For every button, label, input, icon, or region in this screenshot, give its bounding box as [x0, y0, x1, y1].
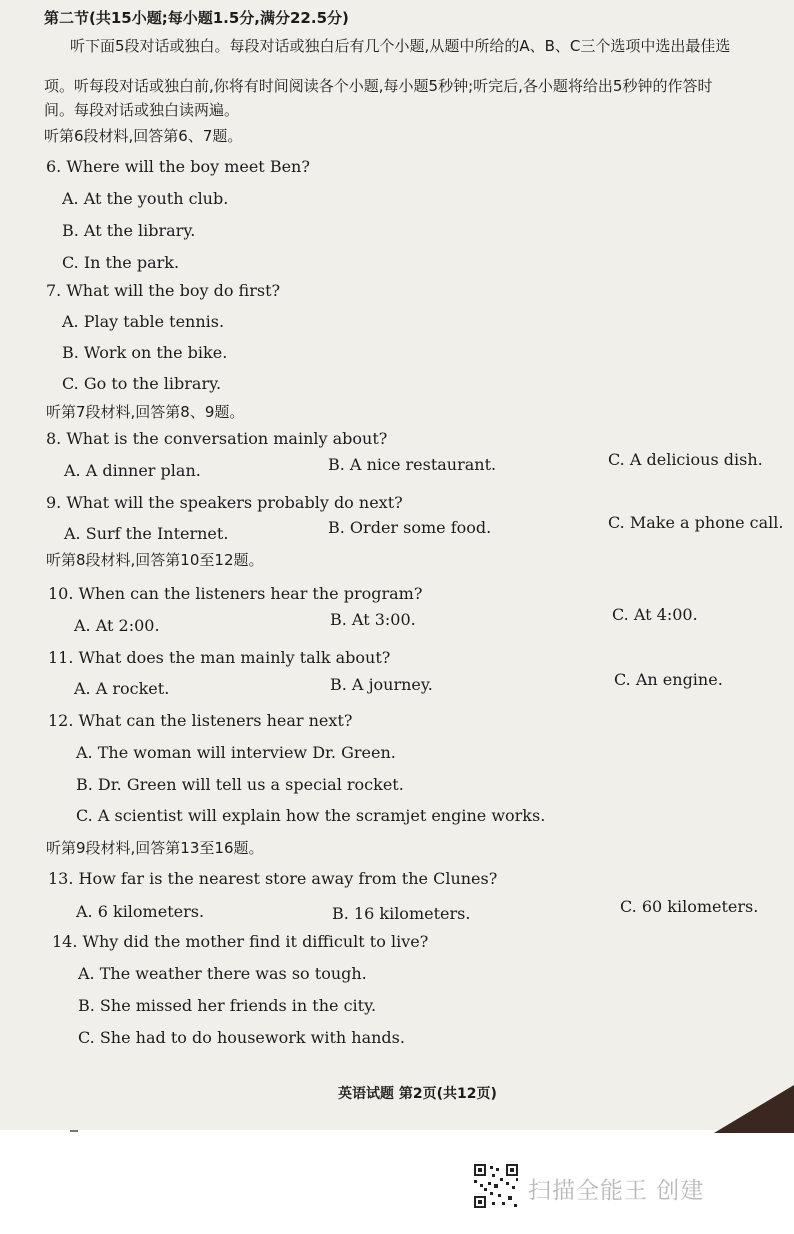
question-stem: 8. What is the conversation mainly about?	[46, 429, 388, 448]
qr-code-icon	[472, 1162, 520, 1210]
option-a: A. At the youth club.	[62, 189, 229, 208]
option-a: A. Play table tennis.	[62, 312, 225, 331]
question-stem: 14. Why did the mother find it difficult to live?	[52, 932, 429, 951]
option-c: C. Make a phone call.	[608, 513, 784, 532]
option-b: B. At the library.	[62, 221, 196, 240]
group-intro: 听第7段材料,回答第8、9题。	[46, 403, 245, 421]
option-b: B. A journey.	[330, 675, 433, 694]
question-stem: 10. When can the listeners hear the program?	[48, 584, 423, 603]
option-b: B. She missed her friends in the city.	[78, 996, 377, 1015]
option-b: B. Work on the bike.	[62, 343, 228, 362]
option-b: B. At 3:00.	[330, 610, 416, 629]
page-shadow	[714, 1085, 794, 1133]
option-c: C. At 4:00.	[612, 605, 698, 624]
watermark-text: 扫描全能王 创建	[528, 1178, 705, 1204]
option-c: C. 60 kilometers.	[620, 897, 759, 916]
question-stem: 9. What will the speakers probably do next?	[46, 493, 403, 512]
option-c: C. A delicious dish.	[608, 450, 763, 469]
page-footer: 英语试题 第2页(共12页)	[338, 1086, 497, 1102]
option-b: B. 16 kilometers.	[332, 904, 471, 923]
section-header: 第二节(共15小题;每小题1.5分,满分22.5分)	[44, 9, 349, 27]
question-stem: 12. What can the listeners hear next?	[48, 711, 353, 730]
option-a: A. A rocket.	[74, 679, 170, 698]
group-intro: 听第9段材料,回答第13至16题。	[46, 839, 264, 857]
option-c: C. In the park.	[62, 253, 180, 272]
question-stem: 13. How far is the nearest store away from the Clunes?	[48, 869, 498, 888]
instruction-line-2: 项。听每段对话或独白前,你将有时间阅读各个小题,每小题5秒钟;听完后,各小题将给出5秒钟的作答时	[44, 77, 713, 95]
divider	[70, 1130, 78, 1132]
option-a: A. At 2:00.	[74, 616, 160, 635]
option-b: B. Order some food.	[328, 518, 492, 537]
option-c: C. She had to do housework with hands.	[78, 1028, 405, 1047]
question-stem: 6. Where will the boy meet Ben?	[46, 157, 310, 176]
option-a: A. 6 kilometers.	[76, 902, 205, 921]
group-intro: 听第8段材料,回答第10至12题。	[46, 551, 264, 569]
option-a: A. A dinner plan.	[64, 461, 201, 480]
instruction-line-3: 间。每段对话或独白读两遍。	[44, 101, 240, 119]
option-c: C. Go to the library.	[62, 374, 222, 393]
option-b: B. A nice restaurant.	[328, 455, 497, 474]
option-a: A. The woman will interview Dr. Green.	[76, 743, 396, 762]
group-intro: 听第6段材料,回答第6、7题。	[44, 127, 243, 145]
option-c: C. A scientist will explain how the scramjet engine works.	[76, 806, 546, 825]
instruction-line-1: 听下面5段对话或独白。每段对话或独白后有几个小题,从题中所给的A、B、C三个选项中选出最佳选	[70, 37, 731, 55]
option-a: A. Surf the Internet.	[64, 524, 229, 543]
question-stem: 7. What will the boy do first?	[46, 281, 281, 300]
scanner-watermark	[472, 1162, 732, 1212]
question-stem: 11. What does the man mainly talk about?	[48, 648, 391, 667]
option-b: B. Dr. Green will tell us a special rocket.	[76, 775, 404, 794]
option-a: A. The weather there was so tough.	[78, 964, 367, 983]
option-c: C. An engine.	[614, 670, 723, 689]
